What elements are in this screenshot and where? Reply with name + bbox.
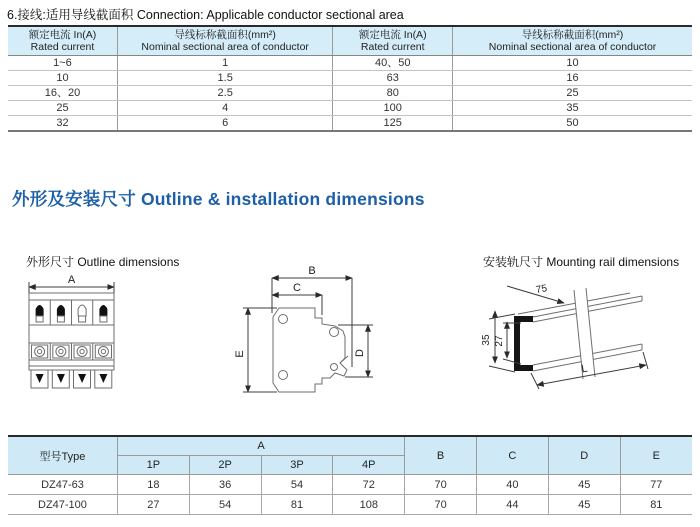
- cell: 72: [333, 475, 405, 495]
- col-1p: 1P: [117, 456, 189, 475]
- page-title: 6.接线:适用导线截面积 Connection: Applicable conductor sectional area: [7, 8, 404, 22]
- terminal-arrow-icon: [57, 374, 65, 383]
- dim-label-35: 35: [481, 334, 492, 346]
- col-4p: 4P: [333, 456, 405, 475]
- cell: 44: [477, 495, 549, 515]
- cell: 70: [405, 475, 477, 495]
- cell: 36: [189, 475, 261, 495]
- rail-dimensions-label: 安装轨尺寸 Mounting rail dimensions: [483, 255, 680, 269]
- cell: 45: [548, 495, 620, 515]
- cell: 1~6: [8, 55, 117, 70]
- cell: 16: [453, 70, 692, 85]
- dim-label-b: B: [308, 265, 316, 277]
- col-d: D: [548, 436, 620, 475]
- connection-table-header-row: [8, 26, 692, 55]
- dim-label-c: C: [293, 282, 301, 294]
- cell: 27: [117, 495, 189, 515]
- toggle-lever-icon: [57, 305, 65, 316]
- cell: 4: [117, 100, 332, 115]
- terminal-arrow-icon: [78, 374, 86, 383]
- dim-label-e: E: [234, 350, 246, 358]
- cell: 70: [405, 495, 477, 515]
- header-en: Rated current: [30, 41, 95, 54]
- col-rated-current-right: [333, 26, 453, 55]
- header-en: Nominal sectional area of conductor: [141, 41, 309, 54]
- table-row: [8, 70, 692, 85]
- cell-type: DZ47-63: [8, 475, 117, 495]
- table-row: [8, 55, 692, 70]
- dim-label-d: D: [354, 349, 366, 357]
- cell: 2.5: [117, 85, 332, 100]
- connection-table: [8, 25, 692, 132]
- cell: 80: [333, 85, 453, 100]
- cell: 54: [261, 475, 333, 495]
- table-row: [8, 495, 692, 515]
- cell: 25: [453, 85, 692, 100]
- cell: 77: [620, 475, 692, 495]
- mounting-rail-diagram: [465, 278, 695, 423]
- cell: 25: [8, 100, 117, 115]
- header-zh: 导线标称截面积(mm²): [174, 29, 276, 41]
- section-heading: 外形及安装尺寸 Outline & installation dimensions: [12, 189, 425, 209]
- cell: 32: [8, 115, 117, 131]
- header-zh: 导线标称截面积(mm²): [521, 29, 624, 41]
- col-a-group: A: [117, 436, 404, 456]
- cell: 45: [548, 475, 620, 495]
- dimensions-header-row-1: [8, 436, 692, 456]
- cell: 35: [453, 100, 692, 115]
- toggle-lever-icon: [36, 305, 44, 316]
- col-sectional-area-left: [117, 26, 332, 55]
- cell: 100: [333, 100, 453, 115]
- col-rated-current-left: [8, 26, 117, 55]
- table-row: [8, 85, 692, 100]
- col-c: C: [477, 436, 549, 475]
- side-view-diagram: [230, 255, 430, 430]
- terminal-arrow-icon: [99, 374, 107, 383]
- cell: 108: [333, 495, 405, 515]
- cell-type: DZ47-100: [8, 495, 117, 515]
- col-sectional-area-right: [453, 26, 692, 55]
- table-row: [8, 100, 692, 115]
- cell: 54: [189, 495, 261, 515]
- outline-dimensions-label: 外形尺寸 Outline dimensions: [26, 255, 180, 269]
- col-2p: 2P: [189, 456, 261, 475]
- cell: 18: [117, 475, 189, 495]
- table-row: [8, 475, 692, 495]
- cell: 1.5: [117, 70, 332, 85]
- dim-label-l: L: [580, 362, 589, 376]
- cell: 6: [117, 115, 332, 131]
- col-b: B: [405, 436, 477, 475]
- cell: 50: [453, 115, 692, 131]
- col-type: 型号Type: [8, 436, 117, 475]
- table-row: [8, 115, 692, 131]
- dim-label-27: 27: [494, 335, 505, 347]
- cell: 81: [620, 495, 692, 515]
- cell: 81: [261, 495, 333, 515]
- terminal-arrow-icon: [36, 374, 44, 383]
- header-en: Rated current: [360, 41, 425, 54]
- dimensions-table: [8, 435, 692, 515]
- cell: 63: [333, 70, 453, 85]
- cell: 10: [8, 70, 117, 85]
- header-en: Nominal sectional area of conductor: [488, 41, 657, 54]
- cell: 40: [477, 475, 549, 495]
- cell: 1: [117, 55, 332, 70]
- col-e: E: [620, 436, 692, 475]
- header-zh: 额定电流 In(A): [28, 29, 97, 41]
- toggle-lever-icon: [99, 305, 107, 316]
- dim-label-75: 75: [535, 283, 548, 296]
- cell: 10: [453, 55, 692, 70]
- col-3p: 3P: [261, 456, 333, 475]
- outline-front-view-diagram: [10, 270, 130, 400]
- cell: 125: [333, 115, 453, 131]
- cell: 40、50: [333, 55, 453, 70]
- header-zh: 额定电流 In(A): [358, 29, 427, 41]
- dim-label-a: A: [67, 274, 76, 286]
- cell: 16、20: [8, 85, 117, 100]
- toggle-lever-icon: [78, 305, 86, 316]
